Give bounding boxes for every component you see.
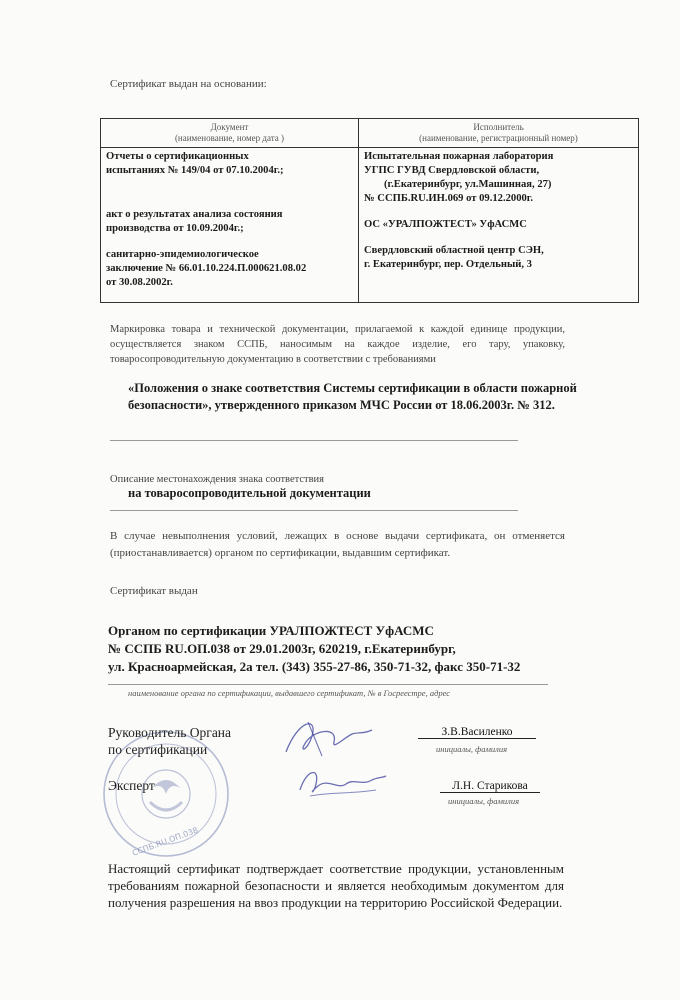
regulation-reference: «Положения о знаке соответствия Системы сертификации в области пожарной безопасности», утвержденного приказом МЧС России от 18.06.2003г. № 312. (128, 381, 577, 412)
expert-name: Л.Н. Старикова (440, 780, 540, 793)
issuer-underline (108, 684, 548, 685)
head-name: З.В.Василенко (418, 726, 536, 739)
document-column-header: Документ (наименование, номер дата ) (101, 119, 359, 148)
final-statement: Настоящий сертификат подтверждает соответствие продукции, установленным требованиям пожарной безопасности и является необходимым документом для получения разрешения на ввоз продукции на территорию Российской Федерации. (108, 861, 564, 910)
document-entry: акт о результатах анализа состояния производства от 10.09.2004г.; (106, 209, 283, 234)
cancellation-paragraph: В случае невыполнения условий, лежащих в основе выдачи сертификата, он отменяется (приостанавливается) органом по сертификации, выдавшим сертификат. (110, 530, 565, 559)
location-label: Описание местонахождения знака соответствия (110, 474, 324, 485)
issuer-line: Органом по сертификации УРАЛПОЖТЕСТ УфАСМС (108, 623, 434, 638)
issuer-caption: наименование органа по сертификации, выдавшего сертификат, № в Госреестре, адрес (128, 688, 451, 698)
expert-name-caption: инициалы, фамилия (448, 796, 520, 806)
issuer-block (108, 622, 520, 676)
expert-label: Эксперт (108, 778, 155, 793)
executor-column-header: Исполнитель (наименование, регистрационный номер) (359, 119, 639, 148)
head-name-caption: инициалы, фамилия (436, 744, 508, 754)
expert-signature (290, 760, 390, 806)
regulation-underline (110, 440, 518, 441)
head-label: Руководитель Органа по сертификации (108, 725, 232, 757)
intro-text: Сертификат выдан на основании: (110, 78, 267, 90)
head-signature (278, 712, 378, 764)
executor-entry: Испытательная пожарная лаборатория УГПС ГУВД Свердловской области, (г.Екатеринбург, ул.Машинная, 27) № ССПБ.RU.ИН.069 от 09.12.2000г. (364, 151, 554, 204)
location-underline (110, 510, 518, 511)
seal-registration-text: ССПБ.RU.ОП.038 (131, 825, 200, 858)
executors-cell (359, 148, 639, 303)
documents-cell (101, 148, 359, 303)
marking-paragraph: Маркировка товара и технической документации, прилагаемой к каждой единице продукции, осуществляется знаком ССПБ, наносимым на каждое изделие, его тару, упаковку, товаросопроводительную документацию в соответствии с требованиями (110, 324, 565, 365)
issuer-line: № ССПБ RU.ОП.038 от 29.01.2003г, 620219, г.Екатеринбург, (108, 641, 456, 656)
executor-entry: ОС «УРАЛПОЖТЕСТ» УфАСМС (364, 219, 527, 230)
location-value: на товаросопроводительной документации (128, 486, 371, 500)
document-entry: санитарно-эпидемиологическое заключение № 66.01.10.224.П.000621.08.02 от 30.08.2002г. (106, 249, 307, 288)
issuer-line: ул. Красноармейская, 2а тел. (343) 355-27-86, 350-71-32, факс 350-71-32 (108, 659, 521, 674)
document-entry: Отчеты о сертификационных испытаниях № 149/04 от 07.10.2004г.; (106, 151, 284, 176)
executor-entry: Свердловский областной центр СЭН, г. Екатеринбург, пер. Отдельный, 3 (364, 245, 544, 270)
basis-table (100, 118, 639, 303)
issued-label: Сертификат выдан (110, 585, 198, 597)
